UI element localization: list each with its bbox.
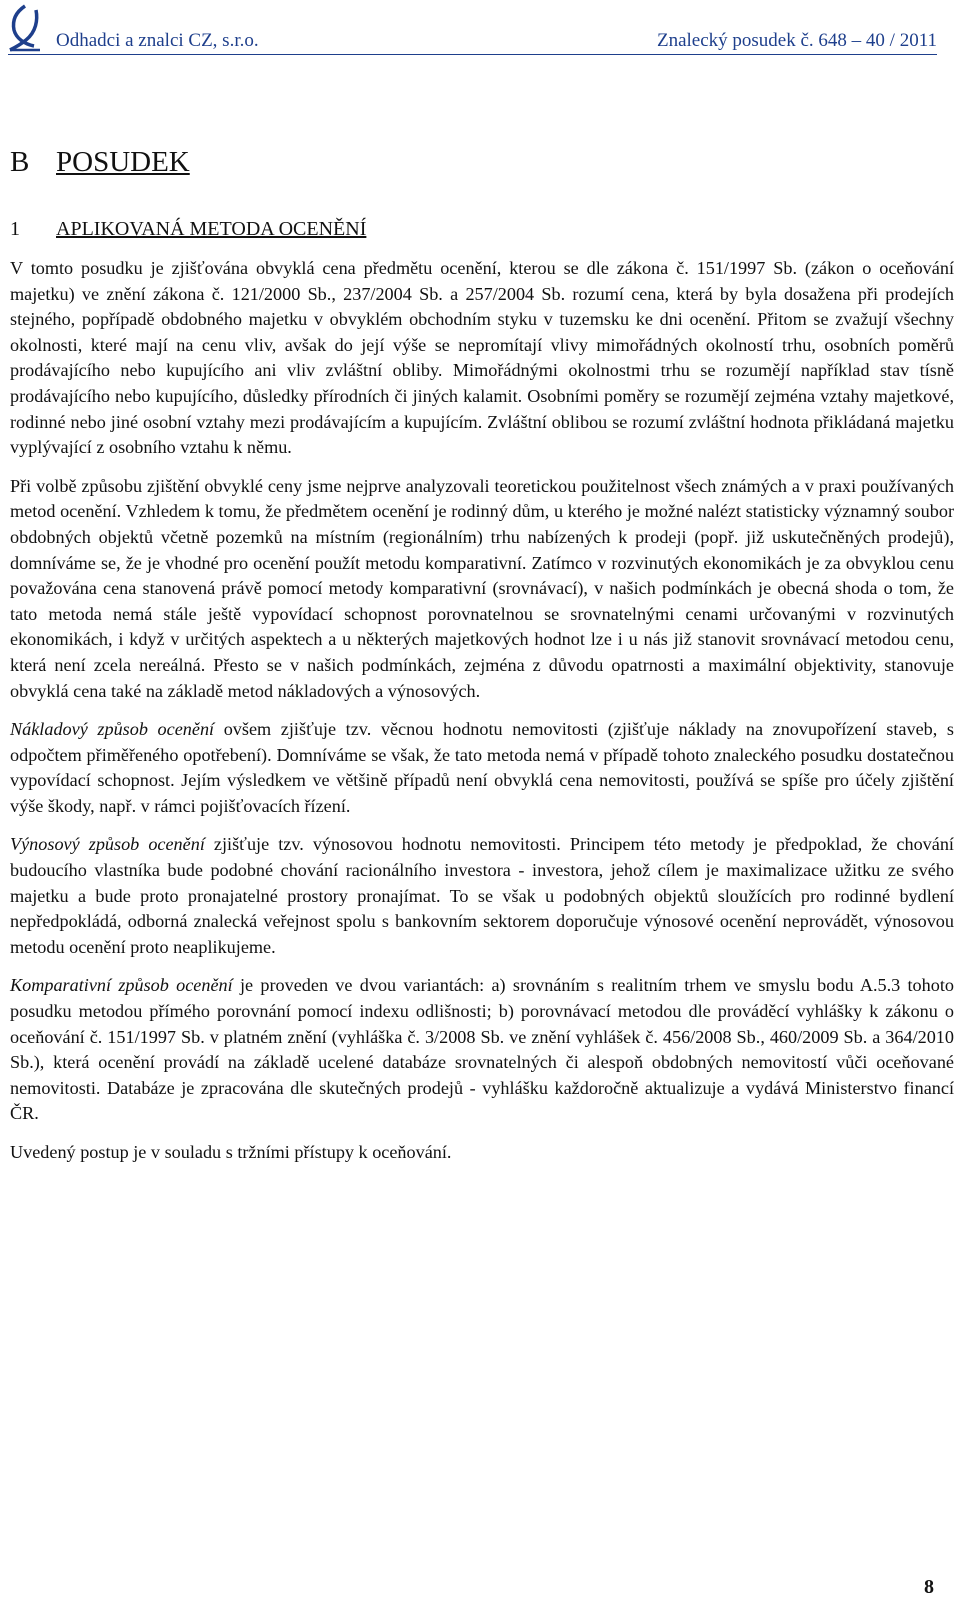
document-body xyxy=(10,256,954,1179)
subsection-title: APLIKOVANÁ METODA OCENĚNÍ xyxy=(56,218,367,240)
paragraph-cost-method xyxy=(10,717,954,819)
page-number: 8 xyxy=(924,1576,934,1598)
section-heading xyxy=(10,146,190,179)
income-method-term: Výnosový způsob ocenění xyxy=(10,834,205,855)
section-number: B xyxy=(10,146,30,178)
paragraph-method-selection: Při volbě způsobu zjištění obvyklé ceny jsme nejprve analyzovali teoretickou použitelnost všech známých a v praxi používaných metod ocenění. Vzhledem k tomu, že předmětem ocenění je rodinný dům, u kterého je možné nalézt statisticky významný soubor obdobných objektů včetně pozemků na místním (regionálním) trhu nabízených k prodeji (popř. již uskutečněných prodejů), domníváme se, že je vhodné pro ocenění použít metodu komparativní. Zatímco v rozvinutých ekonomikách je za obvyklou cenu považována cena stanovená právě pomocí metody komparativní (srovnávací), v našich podmínkách je obecná shoda o tom, že tato metoda nemá stále ještě vypovídací schopnost porovnatelnou se srovnatelnými cenami určovanými v rozvinutých ekonomikách, i když v určitých aspektech a u některých majetkových hodnot lze i u nás již stanovit srovnávací metodou cenu, která není zcela nereálná. Přesto se v našich podmínkách, zejména z důvodu opatrnosti a maximální objektivity, stanovuje obvyklá cena také na základě metod nákladových a výnosových. xyxy=(10,475,954,701)
subsection-number: 1 xyxy=(10,218,20,240)
cost-method-term: Nákladový způsob ocenění xyxy=(10,719,215,740)
paragraph-income-method xyxy=(10,832,954,960)
paragraph-comparative-method xyxy=(10,973,954,1127)
report-reference: Znalecký posudek č. 648 – 40 / 2011 xyxy=(656,30,937,51)
company-name: Odhadci a znalci CZ, s.r.o. xyxy=(56,30,259,51)
paragraph-conclusion: Uvedený postup je v souladu s tržními přístupy k oceňování. xyxy=(10,1142,452,1162)
company-logo-icon xyxy=(8,4,42,52)
subsection-heading xyxy=(10,218,366,241)
comparative-method-term: Komparativní způsob ocenění xyxy=(10,975,233,996)
paragraph-legal-definition: V tomto posudku je zjišťována obvyklá cena předmětu ocenění, kterou se dle zákona č. 151/1997 Sb. (zákon o oceňování majetku) ve znění zákona č. 121/2000 Sb., 237/2004 Sb. a 257/2004 Sb. rozumí cena, která by byla dosažena při prodejích stejného, popřípadě obdobného majetku v obvyklém obchodním styku v tuzemsku ke dni ocenění. Přitom se zvažují všechny okolnosti, které mají na cenu vliv, avšak do její výše se nepromítají vlivy mimořádných okolností trhu, osobních poměrů prodávajícího nebo kupujícího ani vliv zvláštní obliby. Mimořádnými okolnostmi trhu se rozumějí například stav tísně prodávajícího nebo kupujícího, důsledky přírodních či jiných kalamit. Osobními poměry se rozumějí zejména vztahy majetkové, rodinné nebo jiné osobní vztahy mezi prodávajícím a kupujícím. Zvláštní oblibou se rozumí zvláštní hodnota přikládaná majetku vyplývající z osobního vztahu k němu. xyxy=(10,258,954,458)
income-method-text: zjišťuje tzv. výnosovou hodnotu nemovitosti. Principem této metody je předpoklad, že chování budoucího vlastníka bude podobné chování racionálního investora - investora, jehož cílem je maximalizace užitku ze svého majetku a bude proto pronajatelné prostory pronajímat. To se však u podobných objektů sloužících pro rodinné bydlení nepředpokládá, odborná znalecká veřejnost spolu s bankovním sektorem doporučuje výnosové ocenění neprovádět, výnosovou metodu ocenění proto neaplikujeme. xyxy=(10,834,954,957)
section-title: POSUDEK xyxy=(56,146,190,178)
page-header xyxy=(0,0,960,60)
header-divider xyxy=(8,54,937,55)
comparative-method-text: je proveden ve dvou variantách: a) srovnáním s realitním trhem ve smyslu bodu A.5.3 tohoto posudku metodou přímého porovnání pomocí indexu odlišnosti; b) porovnávací metodou dle prováděcí vyhlášky k zákonu o oceňování č. 151/1997 Sb. v platném znění (vyhláška č. 3/2008 Sb. ve znění vyhlášek č. 456/2008 Sb., 460/2009 Sb. a 364/2010 Sb.), která ocenění provádí na základě ucelené databáze srovnatelných či alespoň obdobných nemovitostí vůči oceňované nemovitosti. Databáze je zpracována dle skutečných prodejů - vyhlášku každoročně aktualizuje a vydává Ministerstvo financí ČR. xyxy=(10,975,954,1124)
cost-method-text: ovšem zjišťuje tzv. věcnou hodnotu nemovitosti (zjišťuje náklady na znovupořízení staveb, s odpočtem přiměřeného opotřebení). Domníváme se však, že tato metoda nemá v případě tohoto znaleckého posudku dostatečnou vypovídací schopnost. Jejím výsledkem ve většině případů není obvyklá cena nemovitosti, používá se spíše pro účely zjištění výše škody, např. v rámci pojišťovacích řízení. xyxy=(10,719,954,816)
